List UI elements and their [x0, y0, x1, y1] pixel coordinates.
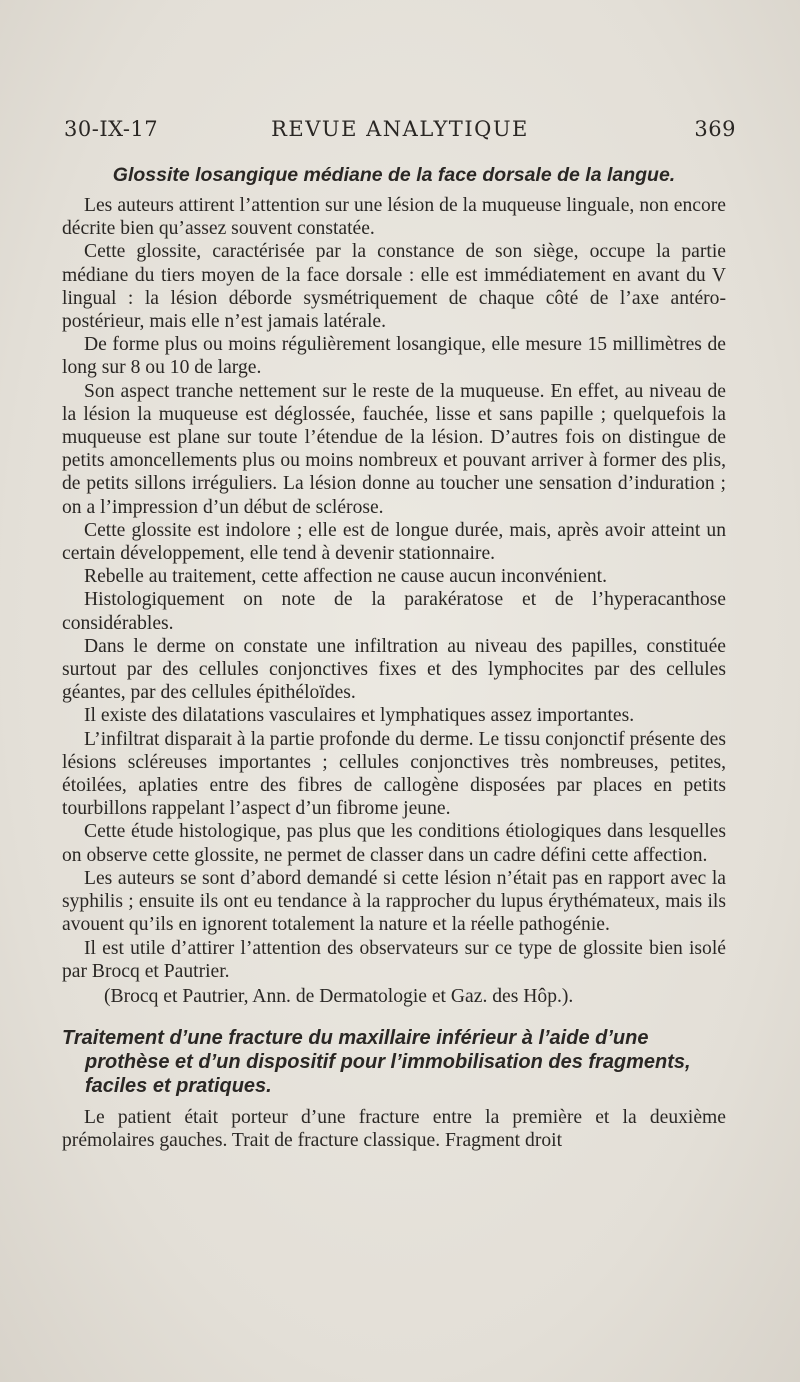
paragraph: Le patient était porteur d’une fracture entre la première et la deuxième prémolaires gauches. Trait de fracture classique. Fragment droit	[62, 1107, 726, 1152]
paragraph: Histologiquement on note de la parakératose et de l’hyperacanthose considérables.	[62, 589, 726, 634]
paragraph: De forme plus ou moins régulièrement losangique, elle mesure 15 millimètres de long sur 8 ou 10 de large.	[62, 334, 726, 379]
paragraph: Les auteurs se sont d’abord demandé si cette lésion n’était pas en rapport avec la syphilis ; ensuite ils ont eu tendance à la rapprocher du lupus érythémateux, mais ils avouent qu’ils en ignorent totalement la nature et la réelle pathogénie.	[62, 867, 726, 936]
paragraph: Dans le derme on constate une infiltration au niveau des papilles, constituée surtout par des cellules conjonctives fixes et des lymphocites par des cellules géantes, par des cellules épithéloïdes.	[62, 635, 726, 704]
running-title: REVUE ANALYTIQUE	[271, 117, 529, 141]
header-date: 30-IX-17	[64, 117, 159, 141]
page-body	[62, 160, 726, 1153]
paragraph: Les auteurs attirent l’attention sur une lésion de la muqueuse linguale, non encore décrite bien qu’assez souvent constatée.	[62, 195, 726, 240]
citation: (Brocq et Pautrier, Ann. de Dermatologie et Gaz. des Hôp.).	[104, 985, 574, 1007]
paragraph: L’infiltrat disparait à la partie profonde du derme. Le tissu conjonctif présente des lésions scléreuses importantes ; cellules conjonctives très nombreuses, petites, étoilées, aplaties entre des fibres de callogène disposées par places en petits tourbillons rappelant l’aspect d’un fibrome jeune.	[62, 728, 726, 820]
paragraph: Il existe des dilatations vasculaires et lymphatiques assez importantes.	[84, 705, 635, 727]
page-number: 369	[694, 117, 736, 141]
paragraph: Cette étude histologique, pas plus que les conditions étiologiques dans lesquelles on observe cette glossite, ne permet de classer dans un cadre défini cette affection.	[62, 821, 726, 866]
paragraph: Cette glossite est indolore ; elle est de longue durée, mais, après avoir atteint un certain développement, elle tend à devenir stationnaire.	[62, 519, 726, 565]
paragraph: Son aspect tranche nettement sur le reste de la muqueuse. En effet, au niveau de la lésion la muqueuse est déglossée, fauchée, lisse et sans papille ; quelquefois la muqueuse est plane sur toute l’étendue de la lésion. D’autres fois on distingue de petits amoncellements plus ou moins nombreux et pouvant arriver à former des plis, de petits sillons irréguliers. La lésion donne au toucher une sensation d’induration ; on a l’impression d’un début de sclérose.	[62, 380, 726, 518]
paragraph: Rebelle au traitement, cette affection ne cause aucun inconvénient.	[84, 566, 607, 588]
article-title-glossite: Glossite losangique médiane de la face dorsale de la langue.	[112, 164, 676, 186]
paragraph: Cette glossite, caractérisée par la constance de son siège, occupe la partie médiane du tiers moyen de la face dorsale : elle est immédiatement en avant du V lingual : la lésion déborde sysmétriquement de chaque côté de l’axe antéro-postérieur, mais elle n’est jamais latérale.	[62, 241, 726, 333]
paragraph: Il est utile d’attirer l’attention des observateurs sur ce type de glossite bien isolé par Brocq et Pautrier.	[62, 937, 726, 982]
running-header	[64, 117, 736, 147]
article-title-fracture: Traitement d’une fracture du maxillaire inférieur à l’aide d’une prothèse et d’un dispositif pour l’immobilisation des fragments, faciles et pratiques.	[62, 1027, 691, 1098]
